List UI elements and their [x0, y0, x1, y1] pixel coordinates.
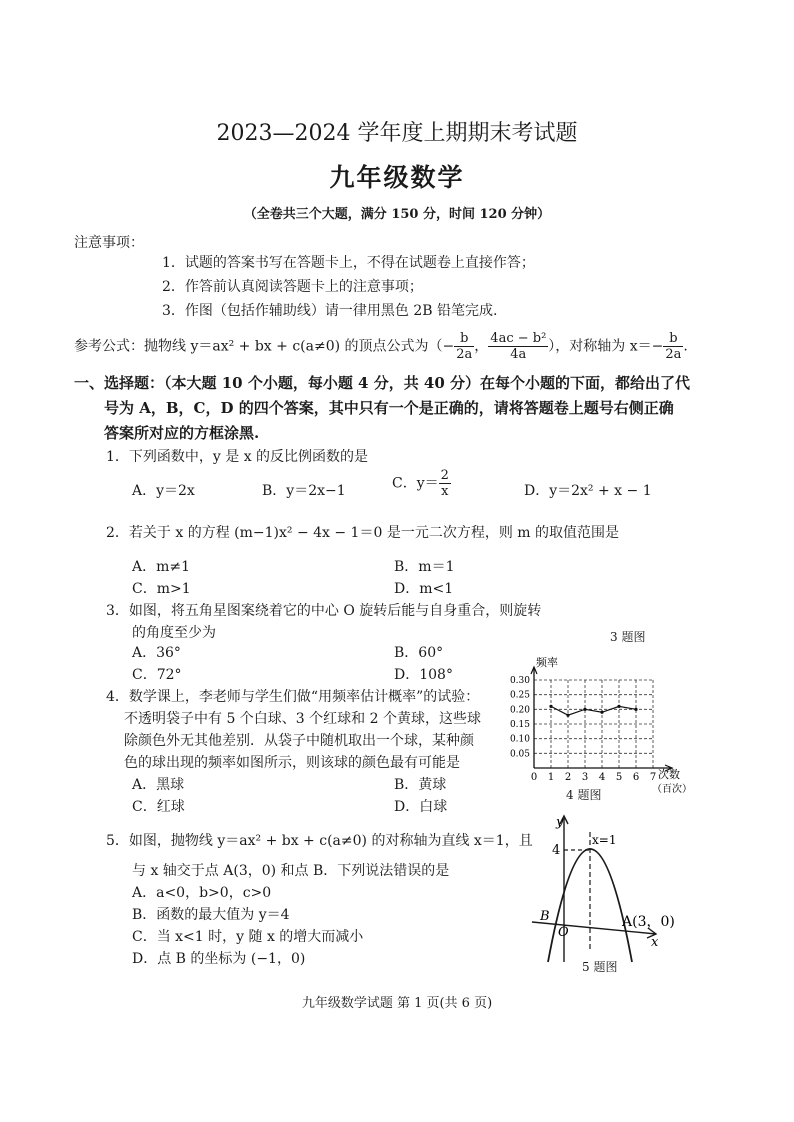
question-5-option-d: D．点 B 的坐标为 (−1，0) [132, 951, 306, 967]
question-4-stem-4: 色的球出现的频率如图所示，则该球的颜色最有可能是 [124, 755, 460, 771]
question-4-stem: 4．数学课上，李老师与学生们做“用频率估计概率”的试验： [106, 689, 480, 705]
note-item: 3．作图（包括作辅助线）请一律用黑色 2B 铅笔完成. [162, 303, 498, 319]
question-5-option-b: B．函数的最大值为 y＝4 [132, 907, 290, 923]
chart-xlabel-unit: （百次） [652, 784, 692, 795]
chart-ticks [510, 676, 656, 783]
data-point [549, 705, 552, 708]
section-heading: 一、选择题：（本大题 10 个小题，每小题 4 分，共 40 分）在每个小题的下面，都给出了代 [74, 374, 691, 392]
formula-label: 参考公式： [74, 338, 144, 355]
question-3-option-d: D．108° [394, 667, 453, 683]
label-x: x [651, 935, 659, 950]
fraction-vertex-y: $\frac{\text{4ac − b²}}{4a}$ [490, 331, 547, 362]
x-tick-label: 3 [581, 772, 589, 783]
question-4-stem-3: 除颜色外无其他差别．从袋子中随机取出一个球，某种颜 [124, 733, 474, 749]
chart-axes [531, 667, 672, 771]
note-item: 1．试题的答案书写在答题卡上，不得在试题卷上直接作答； [162, 255, 535, 271]
question-3-figure-label: 3 题图 [610, 630, 646, 644]
question-1-option-d: D．y＝2x² + x − 1 [524, 483, 652, 499]
formula-text-b: ），对称轴为 x＝− [548, 338, 664, 355]
x-tick-label: 7 [649, 772, 657, 783]
formula-sep: ， [474, 338, 489, 355]
fraction-b-over-2a: $\frac{b}{2a}$ [456, 331, 473, 362]
question-4-option-d: D．白球 [394, 799, 448, 815]
question-2-option-b: B．m＝1 [394, 559, 455, 575]
question-5-stem: 5．如图，抛物线 y＝ax² + bx + c(a≠0) 的对称轴为直线 x＝1，且 [106, 833, 533, 849]
question-4-figure-label: 4 题图 [566, 788, 602, 802]
y-tick-label: 0.15 [509, 720, 530, 730]
frequency-chart [500, 650, 720, 800]
x-tick-label: 5 [615, 772, 623, 783]
subject-title: 九年级数学 [329, 163, 465, 192]
data-point [617, 705, 620, 708]
x-tick-label: 0 [530, 772, 538, 783]
question-2-option-c: C．m>1 [132, 581, 191, 597]
question-3-stem-2: 的角度至少为 [132, 625, 216, 641]
question-1-option-a: A．y＝2x [132, 483, 195, 499]
y-tick-label: 0.20 [509, 705, 530, 716]
question-5-option-a: A．a<0，b>0，c>0 [132, 885, 272, 901]
notes-heading: 注意事项： [74, 235, 144, 251]
question-5-figure-label: 5 题图 [582, 960, 618, 974]
y-tick-label: 0.05 [509, 749, 530, 760]
question-1-option-b: B．y＝2x−1 [262, 483, 346, 499]
question-4-stem-2: 不透明袋子中有 5 个白球、3 个红球和 2 个黄球，这些球 [124, 711, 481, 727]
note-item: 2．作答前认真阅读答题卡上的注意事项； [162, 279, 423, 295]
question-2-option-a: A．m≠1 [132, 559, 191, 575]
x-tick-label: 4 [598, 772, 606, 783]
data-point [600, 711, 603, 714]
question-3-option-a: A．36° [132, 645, 181, 661]
x-tick-label: 6 [632, 772, 640, 783]
question-4-option-a: A．黑球 [132, 777, 185, 793]
label-B: B [540, 909, 550, 924]
label-O: O [558, 925, 569, 940]
label-A: A(3，0) [622, 914, 675, 930]
reference-formula [74, 331, 688, 362]
data-point [566, 714, 569, 717]
parabola-figure [530, 812, 700, 972]
x-tick-label: 2 [564, 772, 572, 783]
exam-title: 2023—2024 学年度上期期末考试题 [216, 121, 578, 146]
chart-ylabel: 频率 [536, 656, 558, 669]
formula-text-a: 抛物线 y＝ax² + bx + c(a≠0) 的顶点公式为（− [144, 338, 455, 355]
question-1-stem: 1．下列函数中，y 是 x 的反比例函数的是 [106, 449, 369, 465]
data-point [583, 708, 586, 711]
page-footer: 九年级数学试题 第 1 页(共 6 页) [301, 996, 493, 1011]
formula-end: . [683, 338, 688, 355]
question-5-stem-2: 与 x 轴交于点 A(3，0) 和点 B．下列说法错误的是 [132, 863, 450, 879]
series-line [551, 706, 636, 715]
fraction-axis: $\frac{b}{2a}$ [665, 331, 682, 362]
exam-info: （全卷共三个大题，满分 150 分，时间 120 分钟） [243, 207, 551, 222]
label-4: 4 [552, 843, 561, 858]
chart-series [549, 705, 637, 717]
question-1-option-c: C．y＝ $\frac{2}{x}$ [392, 468, 449, 499]
question-3-option-c: C．72° [132, 667, 182, 683]
x-tick-label: 1 [547, 772, 555, 783]
y-tick-label: 0.25 [509, 690, 530, 701]
y-tick-label: 0.30 [509, 676, 530, 686]
y-tick-label: 0.10 [509, 734, 530, 745]
chart-xlabel: 次数 [658, 768, 680, 781]
label-axis: x=1 [592, 833, 617, 847]
section-text: 答案所对应的方框涂黑. [104, 424, 260, 442]
question-2-option-d: D．m<1 [394, 581, 454, 597]
label-y: y [556, 815, 564, 830]
question-4-option-b: B．黄球 [394, 777, 447, 793]
section-text: 号为 A，B，C，D 的四个答案，其中只有一个是正确的，请将答题卷上题号右侧正确 [104, 399, 674, 417]
chart-grid [534, 680, 653, 768]
data-point [634, 708, 637, 711]
question-4-option-c: C．红球 [132, 799, 185, 815]
question-5-option-c: C．当 x<1 时，y 随 x 的增大而减小 [132, 929, 364, 945]
question-3-stem: 3．如图，将五角星图案绕着它的中心 O 旋转后能与自身重合，则旋转 [106, 603, 542, 619]
question-3-option-b: B．60° [394, 645, 444, 661]
question-2-stem: 2．若关于 x 的方程 (m−1)x² − 4x − 1＝0 是一元二次方程，则 m 的取值范围是 [106, 525, 620, 541]
